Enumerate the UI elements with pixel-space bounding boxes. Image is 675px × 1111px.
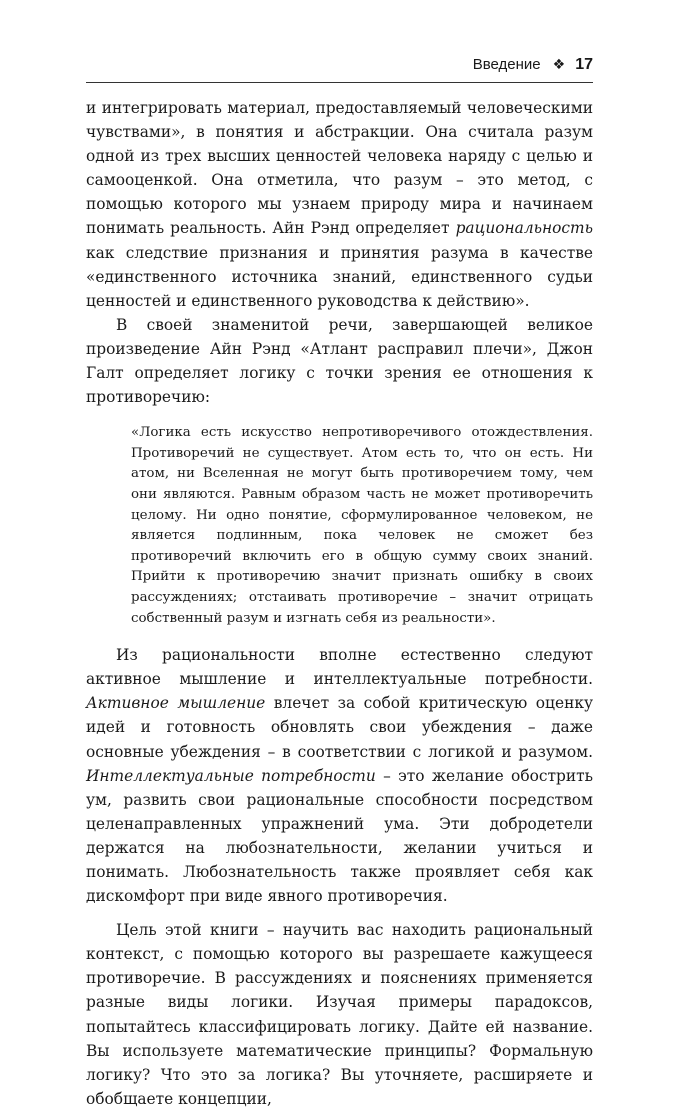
page-number: 17 [575,56,593,73]
emphasis-term: Активное мышление [86,694,266,713]
paragraph-2: В своей знаменитой речи, завершающей великое произведение Айн Рэнд «Атлант расправил плечи», Джон Галт определяет логику с точки зрения ее отношения к противоречию: [86,315,593,407]
text-run: Из рациональности вполне естественно следуют активное мышление и интеллектуальные потребности. [86,646,593,689]
emphasis-term: рациональность [455,219,593,238]
text-run: влечет за собой критическую оценку идей и готовность обновлять свои убеждения – даже основные убеждения – в соответствии с логикой и разумом. [86,694,593,761]
emphasis-term: Интеллектуальные потребности [86,766,376,785]
running-head [86,56,593,74]
section-title: Введение [472,56,541,73]
paragraph-3 [86,643,593,908]
quote-text: «Логика есть искусство непротиворечивого отождествления. Противоречий не существует. Атом есть то, что он есть. Ни атом, ни Вселенная не могут быть противоречием тому, чем они являются. Равным образом часть не может противоречить целому. Ни одно понятие, сформулированное человеком, не является подлинным, пока человек не сможет без противоречий включить его в общую сумму своих знаний. Прийти к противоречию значит признать ошибку в своих рассуждениях; отстаивать противоречие – значит отрицать собственный разум и изгнать себя из реальности». [131,425,593,626]
body-text [86,96,593,1111]
paragraph-4: Цель этой книги – научить вас находить рациональный контекст, с помощью которого вы разрешаете кажущееся противоречие. В рассуждениях и пояснениях применяется разные виды логики. Изучая примеры парадоксов, попытайтесь классифицировать логику. Дайте ей название. Вы используете математические принципы? Формальную логику? Что это за логика? Вы уточняете, расширяете и обобщаете концепции, [86,921,593,1108]
header-rule [86,82,593,83]
text-run: как следствие признания и принятия разума в качестве «единственного источника знаний, единственного судьи ценностей и единственного руководства к действию». [86,243,593,310]
text-run: – это желание обострить ум, развить свои рациональные способности посредством целенаправленных упражнений ума. Эти добродетели держатся на любознательности, желании учиться и понимать. Любознательность также проявляет себя как дискомфорт при виде явного противоречия. [86,766,593,906]
text-run: и интегрировать материал, предоставляемый человеческими чувствами», в понятия и абстракции. Она считала разум одной из трех высших ценностей человека наряду с целью и самооценкой. Она отметила, что разум – это метод, с помощью которого мы узнаем природу мира и начинаем понимать реальность. Айн Рэнд определяет [86,99,593,238]
paragraph-1 [86,96,593,313]
block-quote [131,423,593,629]
diamond-ornament-icon: ❖ [552,56,566,72]
